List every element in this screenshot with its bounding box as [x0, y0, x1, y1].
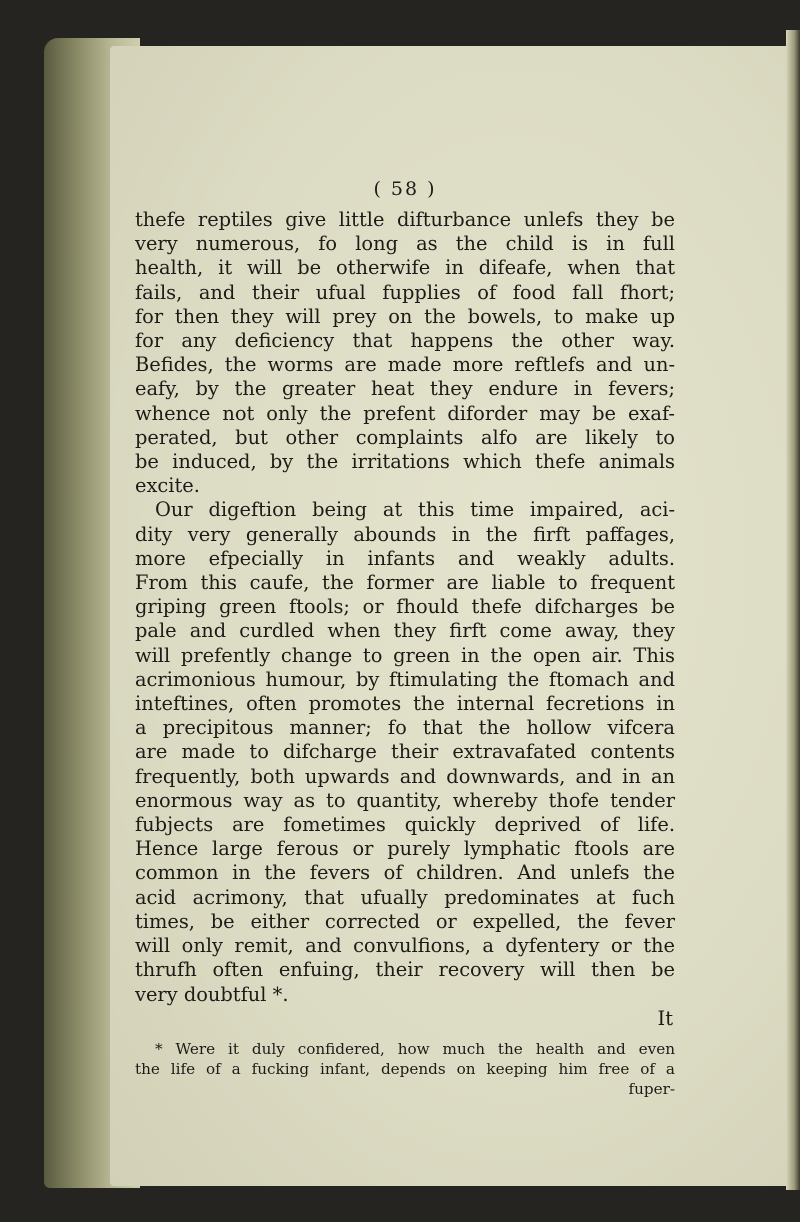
page-edge	[786, 30, 800, 1190]
text-line: for any deficiency that happens the other way.	[135, 329, 675, 353]
text-line: Our digeftion being at this time impaired, aci-	[155, 498, 675, 522]
text-line: perated, but other complaints alfo are likely to	[135, 425, 675, 449]
text-line: very doubtful *.	[135, 982, 289, 1006]
text-line: whence not only the prefent diforder may be exaf-	[135, 401, 675, 425]
footnote-line: * Were it duly confidered, how much the health and even	[155, 1039, 675, 1058]
text-line: frequently, both upwards and downwards, and in an	[135, 764, 675, 788]
text-line: Befides, the worms are made more reftlefs and un-	[135, 353, 675, 377]
text-line: will prefently change to green in the open air. This	[135, 643, 675, 667]
page-text	[135, 178, 675, 1099]
text-line: be induced, by the irritations which thefe animals	[135, 450, 675, 474]
page-number: ( 58 )	[373, 178, 437, 200]
text-line: for then they will prey on the bowels, to make up	[135, 304, 675, 328]
text-line: thrufh often enfuing, their recovery will then be	[135, 958, 675, 982]
text-line: eafy, by the greater heat they endure in fevers;	[135, 377, 675, 401]
text-line: griping green ftools; or fhould thefe difcharges be	[135, 595, 675, 619]
text-line: thefe reptiles give little difturbance unlefs they be	[135, 208, 675, 231]
text-line: dity very generally abounds in the firft paffages,	[135, 522, 675, 546]
text-line: common in the fevers of children. And unlefs the	[135, 861, 675, 885]
text-line: health, it will be otherwife in difeafe, when that	[135, 256, 675, 280]
text-line: are made to difcharge their extravafated contents	[135, 740, 675, 764]
text-line: excite.	[135, 474, 200, 498]
text-line: times, be either corrected or expelled, the fever	[135, 909, 675, 933]
text-line: From this caufe, the former are liable to frequent	[135, 571, 675, 595]
text-line: inteftines, often promotes the internal fecretions in	[135, 692, 675, 716]
text-line: more efpecially in infants and weakly adults.	[135, 546, 675, 570]
text-line: fails, and their ufual fupplies of food fall fhort;	[135, 280, 675, 304]
text-line: Hence large ferous or purely lymphatic ftools are	[135, 837, 675, 861]
body-text	[135, 208, 675, 1031]
text-line: acrimonious humour, by ftimulating the ftomach and	[135, 667, 675, 691]
text-line: will only remit, and convulfions, a dyfentery or the	[135, 934, 675, 958]
text-line: very numerous, fo long as the child is in full	[135, 232, 675, 256]
text-line: enormous way as to quantity, whereby thofe tender	[135, 788, 675, 812]
footnote-catchword: fuper-	[628, 1079, 675, 1098]
footnote-line: the life of a fucking infant, depends on keeping him free of a	[135, 1059, 675, 1078]
text-line: fubjects are fometimes quickly deprived of life.	[135, 813, 675, 837]
footnote	[135, 1039, 675, 1099]
text-line: pale and curdled when they firft come away, they	[135, 619, 675, 643]
catchword: It	[657, 1006, 673, 1030]
text-line: a precipitous manner; fo that the hollow vifcera	[135, 716, 675, 740]
text-line: acid acrimony, that ufually predominates at fuch	[135, 885, 675, 909]
